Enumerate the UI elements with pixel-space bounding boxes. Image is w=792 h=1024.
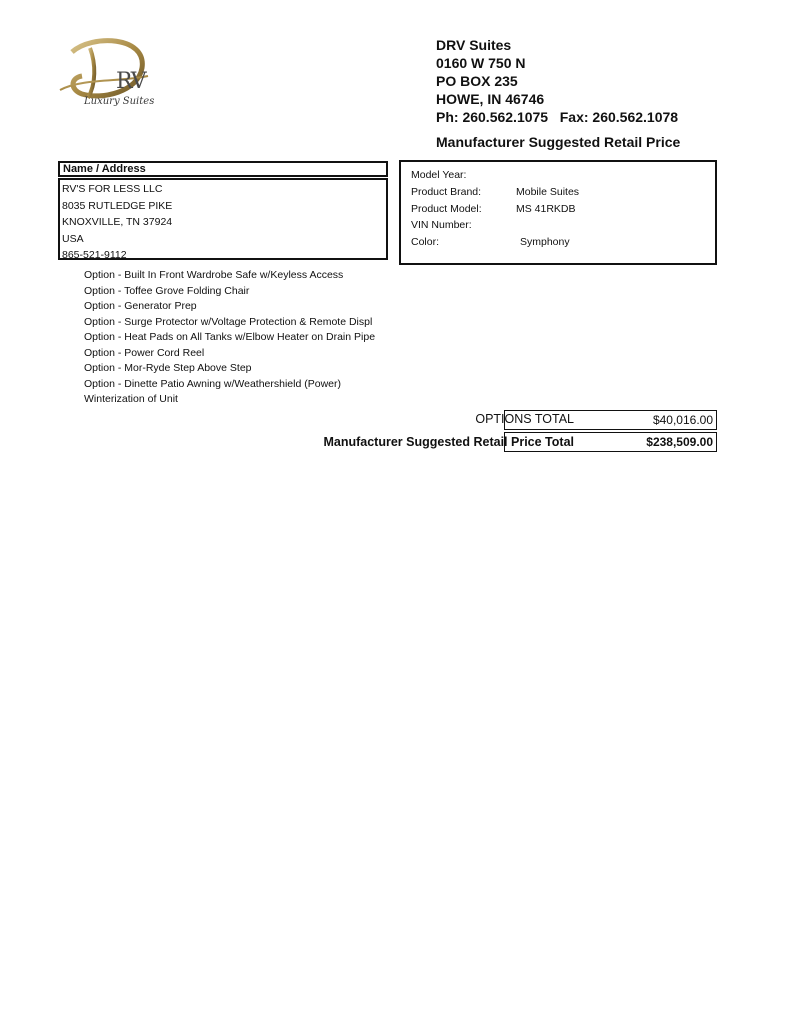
option-item: Option - Generator Prep — [84, 300, 197, 312]
customer-line: 865-521-9112 — [62, 249, 127, 261]
options-total-label: OPTIONS TOTAL — [475, 412, 574, 426]
color-label: Color: — [411, 236, 440, 248]
msrp-total-label: Manufacturer Suggested Retail Price Total — [323, 435, 574, 449]
customer-line: USA — [62, 232, 84, 245]
product-brand-label: Product Brand: — [411, 186, 482, 198]
company-info — [436, 36, 678, 126]
option-item: Option - Built In Front Wardrobe Safe w/Keyless Access — [84, 269, 344, 281]
option-item: Option - Dinette Patio Awning w/Weathershield (Power) — [84, 377, 341, 390]
options-list — [84, 268, 375, 408]
product-model-row — [411, 203, 576, 215]
vehicle-info-box — [399, 160, 717, 265]
logo-tagline: Luxury Suites — [84, 96, 155, 107]
company-phone-fax: Ph: 260.562.1075 Fax: 260.562.1078 — [436, 109, 679, 125]
option-item: Option - Heat Pads on All Tanks w/Elbow Heater on Drain Pipe — [84, 331, 376, 343]
customer-line: RV'S FOR LESS LLC — [62, 183, 163, 195]
options-total-value: $40,016.00 — [504, 410, 717, 430]
product-brand-value: Mobile Suites — [516, 186, 580, 198]
product-model-value: MS 41RKDB — [516, 203, 576, 215]
customer-line: 8035 RUTLEDGE PIKE — [62, 199, 173, 212]
company-name: DRV Suites — [436, 37, 512, 53]
company-address-line2: PO BOX 235 — [436, 73, 518, 89]
company-city-state-zip: HOWE, IN 46746 — [436, 91, 545, 107]
option-item: Option - Toffee Grove Folding Chair — [84, 284, 250, 297]
vin-label: VIN Number: — [411, 219, 472, 231]
customer-line: KNOXVILLE, TN 37924 — [62, 216, 173, 228]
color-row — [411, 236, 570, 248]
name-address-box — [58, 178, 388, 260]
model-year-row — [411, 169, 516, 181]
product-brand-row — [411, 186, 579, 198]
product-model-label: Product Model: — [411, 203, 482, 215]
company-address-line1: 0160 W 750 N — [436, 55, 526, 71]
model-year-label: Model Year: — [411, 169, 467, 181]
option-item: Winterization of Unit — [84, 393, 178, 405]
msrp-total-value: $238,509.00 — [504, 432, 717, 452]
svg-text:RV: RV — [116, 69, 146, 94]
document-title: Manufacturer Suggested Retail Price — [436, 134, 681, 150]
name-address-header: Name / Address — [58, 161, 388, 177]
color-value: Symphony — [520, 236, 570, 248]
option-item: Option - Mor-Ryde Step Above Step — [84, 362, 252, 374]
option-item: Option - Power Cord Reel — [84, 346, 205, 359]
option-item: Option - Surge Protector w/Voltage Protection & Remote Displ — [84, 315, 373, 328]
vin-row — [411, 219, 516, 231]
